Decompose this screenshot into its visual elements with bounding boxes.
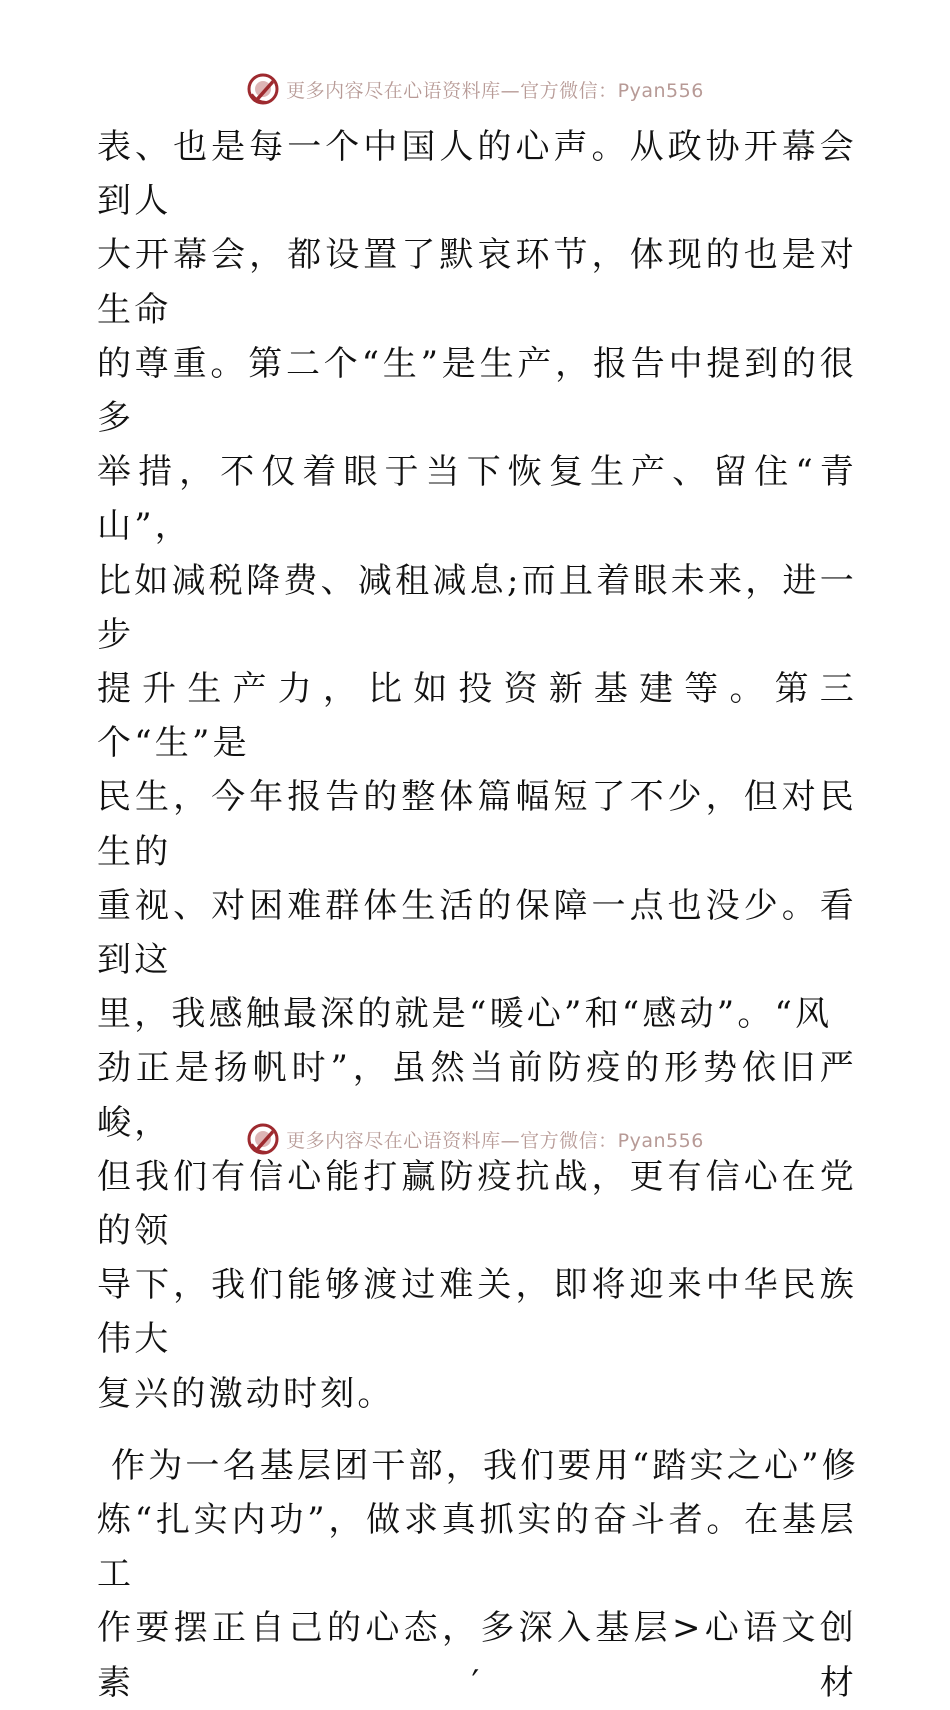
text-line: 里，我感触最深的就是“暖心”和“感动”。“风 — [97, 994, 833, 1035]
text-line: 重视、对困难群体生活的保障一点也没少。看到这 — [97, 885, 857, 981]
text-line: 大开幕会，都设置了默哀环节，体现的也是对生命 — [97, 235, 857, 330]
text-line: 表、也是每一个中国人的心声。从政协开幕会到人 — [97, 127, 857, 222]
text-line: 但我们有信心能打赢防疫抗战，更有信心在党的领 — [97, 1156, 857, 1252]
text-line: 作要摆正自己的心态，多深入基层>心语文创素′材 — [97, 1608, 857, 1703]
document-body — [97, 120, 857, 1710]
stamp-logo-icon — [246, 72, 280, 106]
text-line: 劲正是扬帆时”，虽然当前防疫的形势依旧严峻， — [97, 1048, 857, 1143]
text-line: 提升生产力，比如投资新基建等。第三个“生”是 — [97, 669, 857, 764]
text-line-last: 复兴的激动时刻。 — [97, 1373, 395, 1414]
watermark-text: 更多内容尽在心语资料库—官方微信：Pyan556 — [286, 1129, 704, 1152]
paragraph-2 — [97, 1439, 857, 1710]
text-line: 作为一名基层团干部，我们要用“踏实之心”修 — [97, 1445, 859, 1486]
watermark-text: 更多内容尽在心语资料库—官方微信：Pyan556 — [286, 79, 704, 102]
text-line: 举措，不仅着眼于当下恢复生产、留住“青山”， — [97, 452, 857, 547]
stamp-logo-icon — [246, 1122, 280, 1156]
text-line: 比如减税降费、减租减息;而且着眼未来，进一步 — [97, 560, 857, 655]
text-line: 的尊重。第二个“生”是生产，报告中提到的很多 — [97, 343, 857, 439]
paragraph-1 — [97, 120, 857, 1421]
footer-watermark — [0, 1122, 950, 1156]
header-watermark — [0, 72, 950, 106]
text-line: 导下，我们能够渡过难关，即将迎来中华民族伟大 — [97, 1265, 857, 1360]
text-line: 炼“扎实内功”，做求真抓实的奋斗者。在基层工 — [97, 1500, 857, 1595]
text-line: 民生，今年报告的整体篇幅短了不少，但对民生的 — [97, 777, 857, 872]
